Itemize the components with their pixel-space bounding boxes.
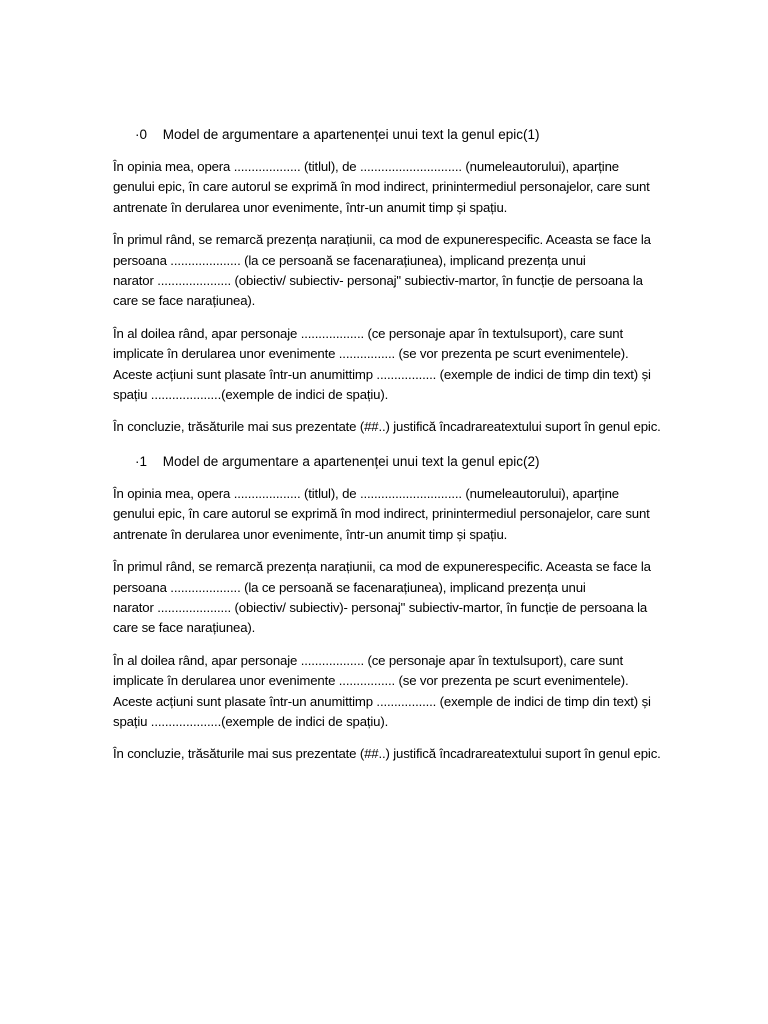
text-line: narator ..................... (obiectiv/ subiectiv- personaj" subiectiv-martor, în funcție de persoana la — [113, 273, 643, 289]
section-title: Model de argumentare a apartenenței unui text la genul epic(1) — [162, 127, 540, 142]
section-2 — [113, 452, 668, 777]
paragraph-first-argument — [113, 557, 668, 639]
text-line: narator ..................... (obiectiv/ subiectiv)- personaj" subiectiv-martor, în funcție de persoana la — [113, 600, 648, 616]
text-line: În primul rând, se remarcă prezența narațiunii, ca mod de expunerespecific. Aceasta se face la — [113, 559, 651, 575]
text-line: persoana .................... (la ce persoană se facenarațiunea), implicand prezența unui — [113, 252, 586, 268]
text-line: spațiu ....................(exemple de indici de spațiu). — [113, 714, 389, 730]
paragraph-first-argument — [113, 230, 668, 312]
paragraph-intro — [113, 157, 668, 218]
paragraph-second-argument — [113, 324, 668, 406]
section-1 — [113, 125, 668, 450]
paragraph-second-argument — [113, 651, 668, 733]
text-line: În primul rând, se remarcă prezența narațiunii, ca mod de expunerespecific. Aceasta se face la — [113, 232, 651, 248]
text-line: În opinia mea, opera ................... (titlul), de ............................. (numeleautorului), aparține — [113, 486, 619, 501]
text-line: persoana .................... (la ce persoană se facenarațiunea), implicand prezența unui — [113, 579, 586, 595]
text-line: antrenate în derularea unor evenimente, într-un anumit timp și spațiu. — [113, 526, 508, 542]
text-line: genului epic, în care autorul se exprimă în mod indirect, prinintermediul personajelor, care sunt — [113, 179, 650, 195]
text-line: spațiu ....................(exemple de indici de spațiu). — [113, 387, 389, 403]
paragraph-conclusion — [113, 744, 668, 764]
text-line: care se face narațiunea). — [113, 293, 256, 309]
text-line: Aceste acțiuni sunt plasate într-un anumittimp ................. (exemple de indici de timp din text) și — [113, 366, 651, 382]
text-line: În al doilea rând, apar personaje .................. (ce personaje apar în textulsuport), care sunt — [113, 652, 624, 668]
text-line: care se face narațiunea). — [113, 620, 256, 636]
section-number: ·1 — [135, 454, 148, 469]
paragraph-intro — [113, 484, 668, 545]
text-line: În al doilea rând, apar personaje .................. (ce personaje apar în textulsuport), care sunt — [113, 325, 624, 341]
text-line: implicate în derularea unor evenimente ................ (se vor prezenta pe scurt evenimentele). — [113, 673, 629, 689]
paragraph-conclusion — [113, 417, 668, 437]
section-number: ·0 — [135, 127, 148, 142]
text-line: genului epic, în care autorul se exprimă în mod indirect, prinintermediul personajelor, care sunt — [113, 506, 650, 522]
text-line: În opinia mea, opera ................... (titlul), de ............................. (numeleautorului), aparține — [113, 159, 619, 174]
text-line: implicate în derularea unor evenimente ................ (se vor prezenta pe scurt evenimentele). — [113, 346, 629, 362]
text-line: Aceste acțiuni sunt plasate într-un anumittimp ................. (exemple de indici de timp din text) și — [113, 693, 651, 709]
section-title: Model de argumentare a apartenenței unui text la genul epic(2) — [162, 454, 540, 469]
text-line: În concluzie, trăsăturile mai sus prezentate (##..) justifică încadrareatextului suport în genul epic. — [113, 419, 661, 435]
text-line: antrenate în derularea unor evenimente, într-un anumit timp și spațiu. — [113, 199, 508, 215]
text-line: În concluzie, trăsăturile mai sus prezentate (##..) justifică încadrareatextului suport în genul epic. — [113, 746, 661, 762]
section-heading — [113, 125, 668, 145]
section-heading — [113, 452, 668, 472]
